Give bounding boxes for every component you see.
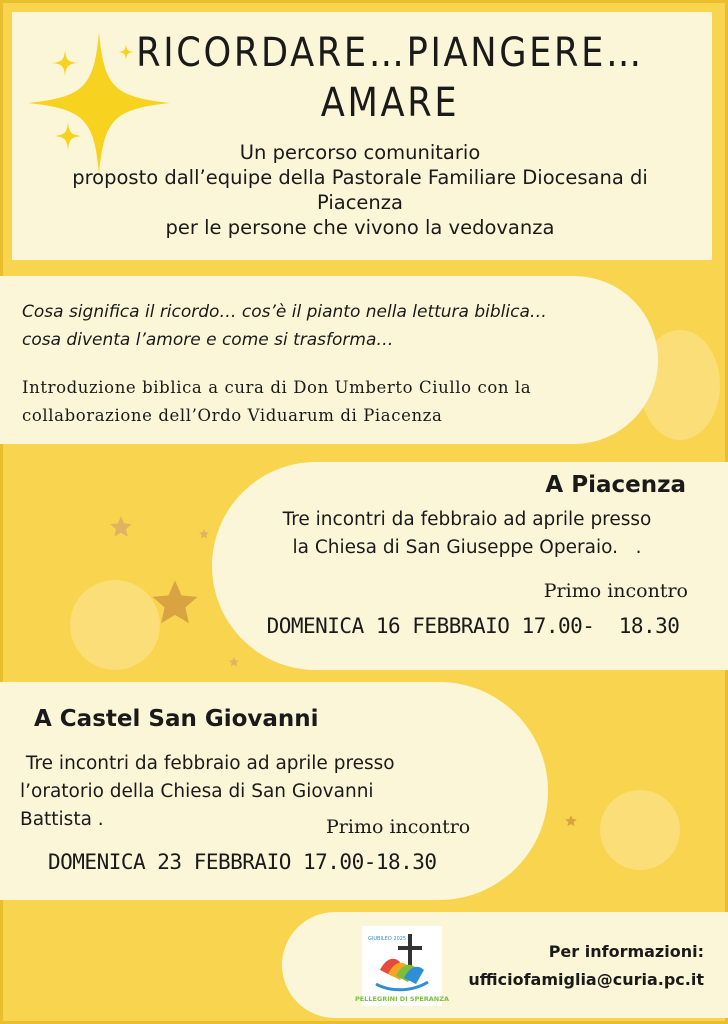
piacenza-first-meeting-label: Primo incontro xyxy=(543,580,688,602)
star-icon xyxy=(148,576,202,630)
sparkle-tiny-icon xyxy=(118,44,134,60)
intro-note xyxy=(22,374,642,430)
background-glow xyxy=(600,790,680,870)
info-email-link[interactable]: ufficiofamiglia@curia.pc.it xyxy=(468,970,704,989)
subtitle-line: Piacenza xyxy=(317,191,403,214)
castel-description-line: Tre incontri da febbraio ad aprile presso xyxy=(20,753,395,774)
intro-question-line: Cosa significa il ricordo… cos’è il pianto nella lettura biblica… xyxy=(22,302,547,322)
subtitle xyxy=(20,140,700,240)
intro-question-line: cosa diventa l’amore e come si trasforma… xyxy=(22,330,394,350)
castel-description-line: Battista . xyxy=(20,809,104,830)
info-panel xyxy=(282,912,728,1018)
intro-question xyxy=(22,298,642,354)
piacenza-description-line: la Chiesa di San Giuseppe Operaio. . xyxy=(292,537,642,558)
piacenza-title: A Piacenza xyxy=(545,472,686,498)
piacenza-description xyxy=(232,506,702,562)
title-line: AMARE xyxy=(320,80,460,126)
star-icon xyxy=(564,814,578,828)
intro-note-line: Introduzione biblica a cura di Don Umberto Ciullo con la xyxy=(22,378,532,397)
castel-description-line: l’oratorio della Chiesa di San Giovanni xyxy=(20,781,374,802)
castel-title: A Castel San Giovanni xyxy=(34,706,319,732)
info-label: Per informazioni: xyxy=(548,942,704,961)
sparkle-small-icon xyxy=(52,50,78,76)
piacenza-description-line: Tre incontri da febbraio ad aprile presso xyxy=(282,509,652,530)
background-glow xyxy=(70,580,160,670)
piacenza-date: DOMENICA 16 FEBBRAIO 17.00- 18.30 xyxy=(266,614,680,638)
subtitle-line: Un percorso comunitario xyxy=(239,141,481,164)
star-icon xyxy=(198,528,210,540)
castel-date: DOMENICA 23 FEBBRAIO 17.00-18.30 xyxy=(48,850,437,874)
page-title xyxy=(135,28,645,128)
star-icon xyxy=(228,656,240,668)
title-line: RICORDARE…PIANGERE… xyxy=(136,30,644,76)
castel-first-meeting-label: Primo incontro xyxy=(326,816,471,838)
intro-note-line: collaborazione dell’Ordo Viduarum di Piacenza xyxy=(22,406,443,425)
jubilee-logo-icon xyxy=(355,926,449,1006)
star-icon xyxy=(108,514,134,540)
subtitle-line: per le persone che vivono la vedovanza xyxy=(165,216,555,239)
svg-text:PELLEGRINI DI SPERANZA: PELLEGRINI DI SPERANZA xyxy=(355,995,449,1003)
subtitle-line: proposto dall’equipe della Pastorale Familiare Diocesana di xyxy=(72,166,648,189)
svg-text:GIUBILEO 2025: GIUBILEO 2025 xyxy=(368,936,407,942)
